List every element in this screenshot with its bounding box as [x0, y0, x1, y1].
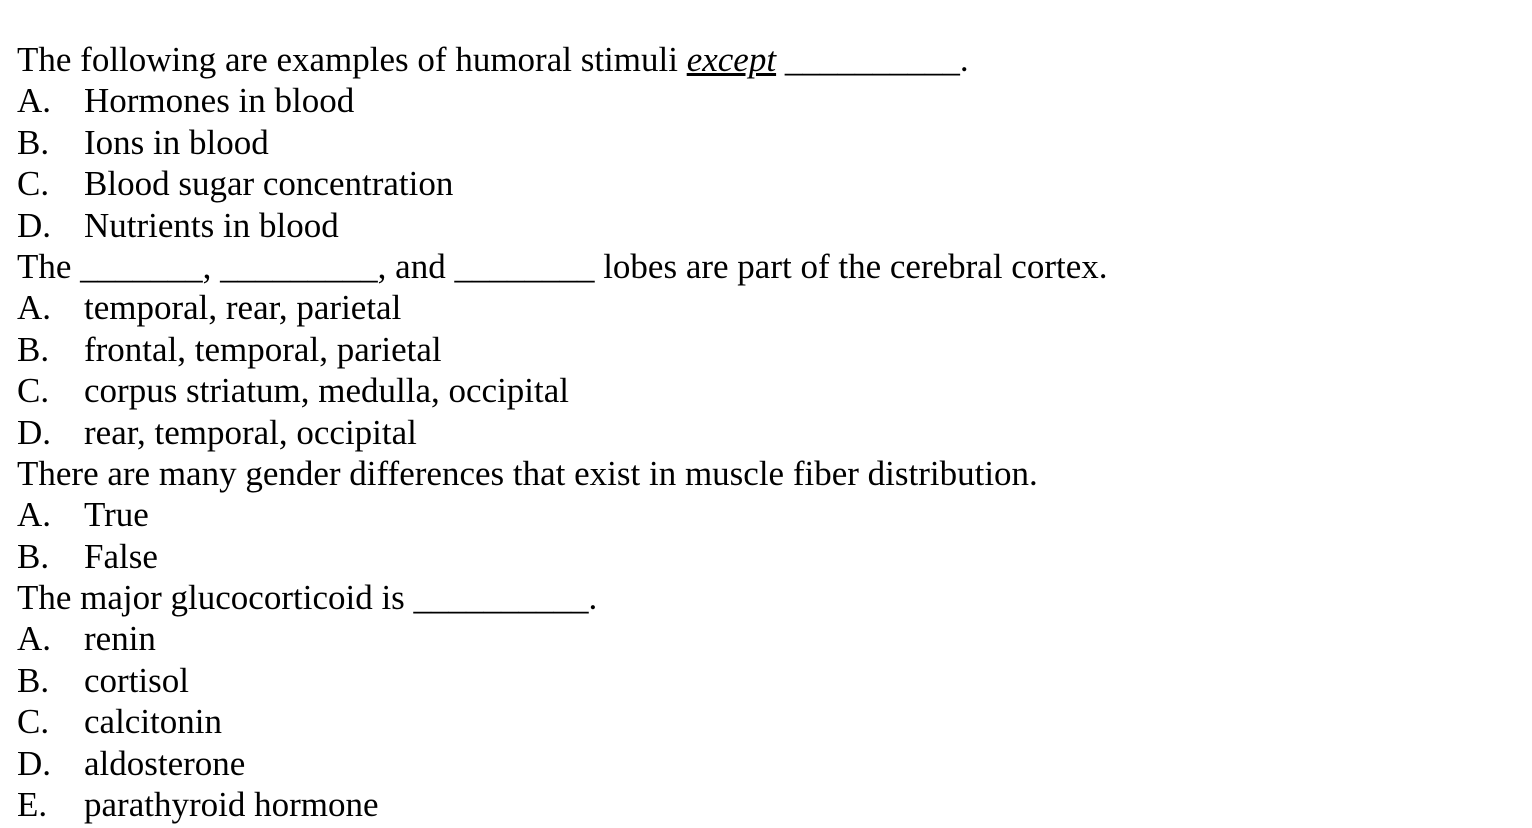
option-text: Hormones in blood: [84, 81, 355, 121]
question-3-stem: There are many gender differences that exist in muscle fiber distribution.: [17, 453, 1038, 493]
question-3-option-b[interactable]: [17, 536, 1517, 577]
question-4-option-a[interactable]: [17, 618, 1517, 659]
question-2-option-b[interactable]: [17, 329, 1517, 370]
question-4-option-d[interactable]: [17, 743, 1517, 784]
question-4-stem: The major glucocorticoid is __________.: [17, 578, 598, 618]
question-1-stem-blank: __________.: [776, 40, 969, 79]
option-letter: E.: [17, 785, 48, 825]
option-text: corpus striatum, medulla, occipital: [84, 371, 570, 411]
option-letter: A.: [17, 81, 52, 121]
option-text: parathyroid hormone: [84, 785, 379, 825]
option-letter: B.: [17, 329, 50, 369]
option-letter: A.: [17, 288, 52, 328]
question-2-stem: The _______, _________, and ________ lobes are part of the cerebral cortex.: [17, 246, 1108, 286]
option-letter: D.: [17, 205, 52, 245]
option-text: frontal, temporal, parietal: [84, 329, 442, 369]
question-4: [17, 577, 1517, 825]
option-text: True: [84, 495, 149, 535]
option-letter: B.: [17, 660, 50, 700]
question-4-option-b[interactable]: [17, 660, 1517, 701]
option-text: False: [84, 536, 158, 576]
question-1-stem: [17, 39, 1517, 80]
question-1-option-a[interactable]: [17, 80, 1517, 121]
option-text: rear, temporal, occipital: [84, 412, 417, 452]
question-2: [17, 246, 1517, 453]
question-3: [17, 453, 1517, 577]
question-3-option-a[interactable]: [17, 494, 1517, 535]
option-letter: D.: [17, 743, 52, 783]
option-letter: A.: [17, 495, 52, 535]
option-text: temporal, rear, parietal: [84, 288, 402, 328]
question-1-stem-text: The following are examples of humoral stimuli: [17, 40, 687, 79]
option-text: aldosterone: [84, 743, 246, 783]
option-letter: B.: [17, 122, 50, 162]
question-1-stem-emphasis: except: [686, 40, 777, 79]
option-text: Nutrients in blood: [84, 205, 339, 245]
option-text: Ions in blood: [84, 122, 269, 162]
option-letter: C.: [17, 164, 50, 204]
option-text: Blood sugar concentration: [84, 164, 454, 204]
option-letter: B.: [17, 536, 50, 576]
question-4-option-c[interactable]: [17, 701, 1517, 742]
option-text: calcitonin: [84, 702, 223, 742]
option-letter: C.: [17, 702, 50, 742]
option-letter: D.: [17, 412, 52, 452]
question-4-option-e[interactable]: [17, 784, 1517, 825]
question-1-option-d[interactable]: [17, 205, 1517, 246]
question-1-option-b[interactable]: [17, 122, 1517, 163]
option-letter: C.: [17, 371, 50, 411]
question-2-option-a[interactable]: [17, 287, 1517, 328]
quiz-document: [17, 39, 1517, 825]
option-text: renin: [84, 619, 156, 659]
option-text: cortisol: [84, 660, 189, 700]
question-2-option-c[interactable]: [17, 370, 1517, 411]
question-2-option-d[interactable]: [17, 412, 1517, 453]
question-1-option-c[interactable]: [17, 163, 1517, 204]
option-letter: A.: [17, 619, 52, 659]
question-1: [17, 39, 1517, 246]
